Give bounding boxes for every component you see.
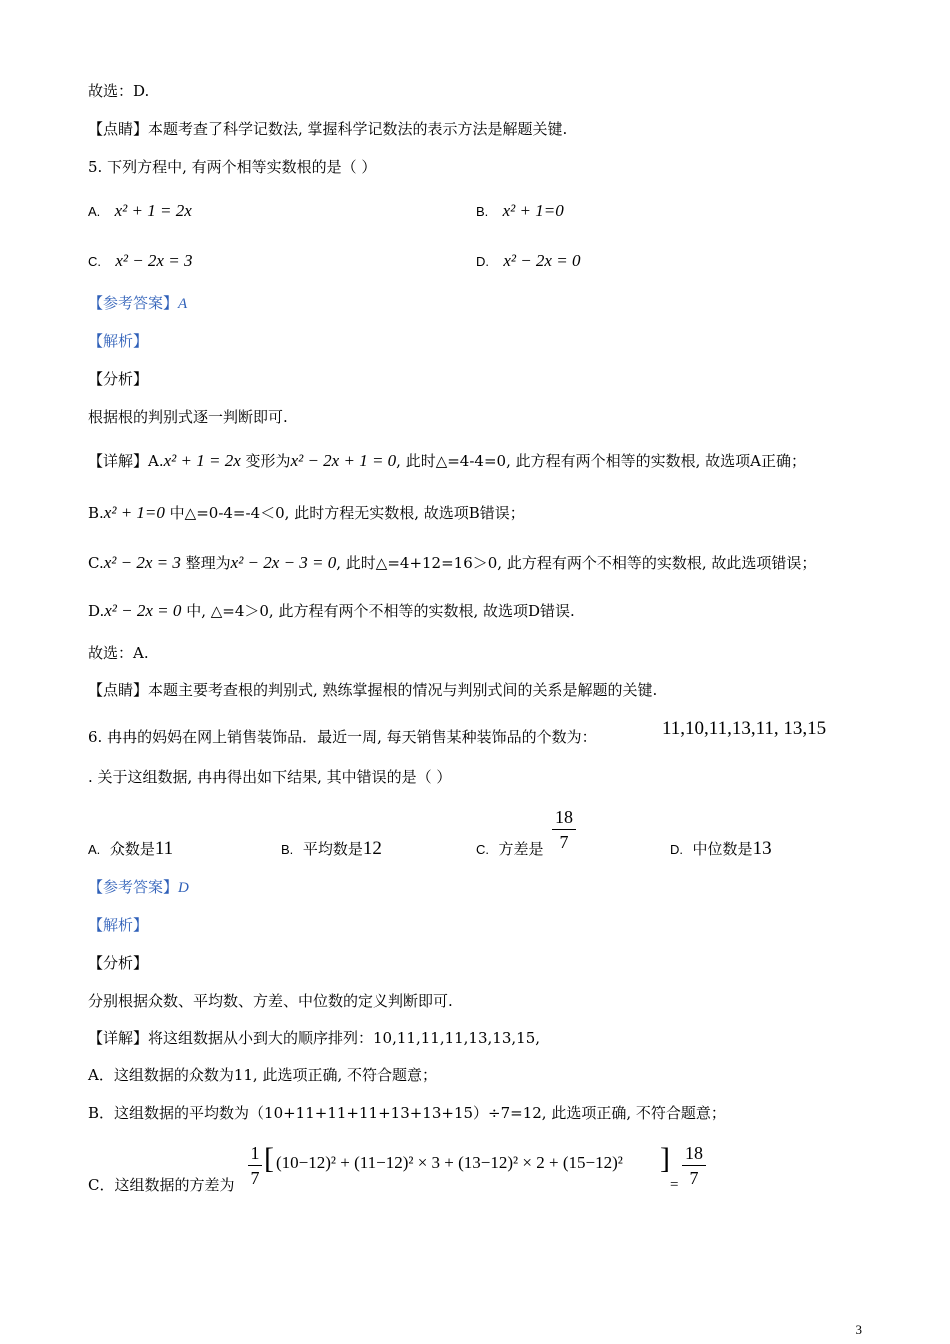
- q6-number: 6.: [88, 728, 103, 746]
- ref-value: A: [178, 296, 188, 312]
- q5-fenxi-label: 【分析】: [88, 370, 149, 388]
- fraction-numerator: 18: [685, 1143, 703, 1163]
- q5-option-a: [88, 200, 192, 223]
- comment-text: 本题考查了科学记数法, 掌握科学记数法的表示方法是解题关键.: [148, 120, 568, 138]
- q5-detail-c: [88, 552, 816, 574]
- q5-fenxi-text: 根据根的判别式逐一判断即可.: [88, 408, 288, 426]
- xiangjie-label: 【详解】: [88, 452, 149, 470]
- option-label: B.: [476, 204, 489, 219]
- q6-option-c-fraction: [552, 806, 576, 853]
- option-value: 11: [154, 838, 174, 859]
- option-expr: x² + 1=0: [502, 201, 564, 220]
- q6-option-a: [88, 838, 173, 861]
- q5-stem: 下列方程中, 有两个相等实数根的是（ ）: [107, 158, 377, 176]
- q6-line-a: A．这组数据的众数为11, 此选项正确, 不符合题意；: [88, 1066, 437, 1084]
- q6-data-list: 11,10,11,13,11, 13,15: [662, 718, 827, 739]
- q6-fenxi-text: 分别根据众数、平均数、方差、中位数的定义判断即可.: [88, 992, 453, 1010]
- fraction-denominator: 7: [689, 1168, 699, 1188]
- q5-stem-line: [88, 156, 376, 178]
- option-text: 方差是: [498, 840, 544, 858]
- q6-option-c: [476, 838, 544, 861]
- detail-text: 中△=0-4=-4＜0, 此时方程无实数根, 故选项B错误；: [169, 504, 525, 522]
- q5-reference-answer: [88, 292, 187, 315]
- q5-jiexi: 【解析】: [88, 332, 149, 350]
- right-bracket: ]: [660, 1142, 670, 1175]
- option-value: 12: [362, 838, 382, 859]
- equation: x² − 2x + 1 = 0: [290, 451, 397, 470]
- q6-stem: 冉冉的妈妈在网上销售装饰品．最近一周, 每天销售某种装饰品的个数为：: [107, 728, 597, 746]
- ref-value: D: [178, 880, 189, 896]
- fraction-denominator: 7: [559, 832, 569, 852]
- fraction-numerator: 1: [250, 1143, 260, 1163]
- q5-detail-d: [88, 600, 575, 622]
- detail-mid: 整理为: [185, 554, 231, 572]
- q6-xiangjie: [88, 1027, 540, 1049]
- variance-prefactor: [248, 1142, 262, 1189]
- q5-answer-line: 故选：A.: [88, 644, 149, 662]
- option-expr: x² + 1 = 2x: [114, 201, 192, 220]
- q5-option-d: [476, 250, 580, 273]
- q6-line-c-label: C．这组数据的方差为: [88, 1176, 235, 1194]
- q6-reference-answer: [88, 876, 189, 899]
- comment-label: 【点睛】: [88, 120, 149, 138]
- page-number: 3: [855, 1322, 862, 1337]
- option-text: 平均数是: [302, 840, 363, 858]
- q6-stem-2: . 关于这组数据, 冉冉得出如下结果, 其中错误的是（ ）: [88, 768, 452, 786]
- q6-fenxi-label: 【分析】: [88, 954, 149, 972]
- q5-option-c: [88, 250, 192, 273]
- equation: x² − 2x = 0: [104, 601, 182, 620]
- q6-jiexi: 【解析】: [88, 916, 149, 934]
- detail-text: 中, △=4＞0, 此方程有两个不相等的实数根, 故选项D错误.: [186, 602, 575, 620]
- ref-label: 【参考答案】: [88, 294, 179, 312]
- ref-label: 【参考答案】: [88, 878, 179, 896]
- option-label: A.: [88, 842, 101, 857]
- q6-option-d: [670, 838, 772, 861]
- equation: x² + 1 = 2x: [163, 451, 241, 470]
- detail-text: , 此时△=4+12=16＞0, 此方程有两个不相等的实数根, 故此选项错误；: [336, 554, 817, 572]
- fraction-denominator: 7: [250, 1168, 260, 1188]
- comment-text: 本题主要考查根的判别式, 熟练掌握根的情况与判别式间的关系是解题的关键.: [148, 681, 658, 699]
- option-label: D.: [476, 254, 489, 269]
- option-text: 中位数是: [692, 840, 753, 858]
- q5-option-b: [476, 200, 564, 223]
- equation: x² + 1=0: [103, 503, 165, 522]
- option-label: D.: [670, 842, 683, 857]
- q5-detail-b: [88, 502, 525, 524]
- option-value: 13: [752, 838, 772, 859]
- option-expr: x² − 2x = 3: [115, 251, 193, 270]
- equation: x² − 2x = 3: [103, 553, 181, 572]
- xiangjie-label: 【详解】: [88, 1029, 149, 1047]
- variance-result: [682, 1142, 706, 1189]
- detail-prefix: D.: [88, 602, 105, 620]
- q5-number: 5.: [88, 158, 103, 176]
- detail-prefix: C.: [88, 554, 104, 572]
- option-expr: x² − 2x = 0: [503, 251, 581, 270]
- q5-comment: [88, 679, 657, 701]
- q6-stem-line: [88, 726, 597, 748]
- option-label: C.: [476, 842, 489, 857]
- option-text: 众数是: [109, 840, 155, 858]
- q6-option-b: [281, 838, 382, 861]
- detail-prefix: A.: [148, 452, 164, 470]
- q5-detail-a: [88, 450, 806, 472]
- prev-answer-line: 故选：D.: [88, 82, 150, 100]
- detail-mid: 变形为: [245, 452, 291, 470]
- left-bracket: [: [264, 1142, 274, 1175]
- fraction-numerator: 18: [555, 807, 573, 827]
- option-label: A.: [88, 204, 101, 219]
- comment-label: 【点睛】: [88, 681, 149, 699]
- detail-prefix: B.: [88, 504, 104, 522]
- q6-line-b: B．这组数据的平均数为（10+11+11+11+13+13+15）÷7=12, 此选项正确, 不符合题意；: [88, 1104, 726, 1122]
- prev-comment: [88, 118, 567, 140]
- equals-sign: =: [670, 1177, 679, 1193]
- option-label: C.: [88, 254, 101, 269]
- equation: x² − 2x − 3 = 0: [230, 553, 337, 572]
- xiangjie-text: 将这组数据从小到大的顺序排列：10,11,11,11,13,13,15,: [148, 1029, 541, 1047]
- detail-text: , 此时△=4-4=0, 此方程有两个相等的实数根, 故选项A正确；: [396, 452, 806, 470]
- variance-expression: (10−12)² + (11−12)² × 3 + (13−12)² × 2 + (15−12)²: [276, 1153, 623, 1172]
- option-label: B.: [281, 842, 294, 857]
